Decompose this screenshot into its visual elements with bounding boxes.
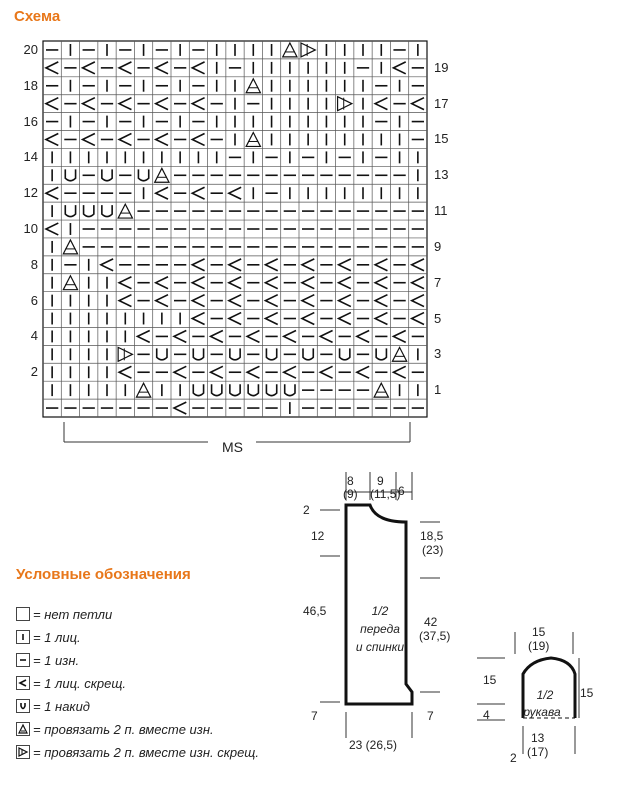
sleeve-dim-top: 15 [532,625,546,639]
row-number-right: 13 [434,167,449,183]
row-number-right: 3 [434,346,442,362]
body-dim-bottom: 23 (26,5) [349,738,398,752]
sleeve-label-2: рукава [523,705,561,719]
body-label-3: и спинки [355,640,405,654]
body-dim-left-1: 2 [303,503,310,517]
sleeve-dim-left-2: 4 [483,708,490,722]
body-dim-left-4: 7 [311,709,318,723]
row-number-right: 15 [434,131,449,147]
body-dim-right-2: 42 [424,615,438,629]
body-dim-right-2b: (37,5) [419,629,451,643]
row-number-right: 5 [434,310,442,326]
sleeve-dim-right: 15 [580,686,594,700]
knitting-chart-grid [42,40,428,418]
row-number-left: 16 [23,113,38,129]
row-number-right: 1 [434,382,442,398]
body-dim-top-1b: (9) [343,487,358,501]
body-dim-right-1b: (23) [422,543,444,557]
body-dim-top-2b: (11,5) [370,487,401,501]
body-dim-right-1: 18,5 [420,529,444,543]
body-dim-top-2: 9 [377,474,384,488]
body-dim-right-3: 7 [427,709,434,723]
legend-text: = провязать 2 п. вместе изн. скрещ. [33,744,259,760]
legend-text: = 1 лиц. скрещ. [33,675,127,691]
legend-text: = 1 накид [33,698,90,714]
row-number-left: 12 [23,185,38,201]
legend-item [16,698,90,714]
sleeve-dim-bottom-b: (17) [527,745,549,759]
legend-item [16,606,112,622]
row-number-left: 6 [30,292,38,308]
row-number-left: 10 [23,221,38,236]
sleeve-dim-bottom-left: 2 [510,751,517,765]
legend-symbol-empty-icon [16,607,30,621]
legend-symbol-yo-icon [16,699,30,713]
sleeve-dim-top-b: (19) [528,639,550,653]
row-number-right: 9 [434,238,442,254]
sleeve-dim-bottom: 13 [531,731,545,745]
row-number-left: 4 [30,328,38,344]
legend-title: Условные обозначения [16,566,191,583]
repeat-label: MS [222,439,243,455]
body-dim-top-1: 8 [347,474,354,488]
row-number-left: 14 [23,149,38,165]
legend-item [16,721,214,737]
legend-item [16,744,259,760]
legend-text: = провязать 2 п. вместе изн. [33,721,214,737]
legend-symbol-p2togtbl-icon [16,745,30,759]
body-dim-left-3: 46,5 [303,604,327,618]
body-label-1: 1/2 [371,604,389,618]
row-number-right: 17 [434,95,449,111]
row-number-left: 2 [30,364,38,380]
sleeve-label-1: 1/2 [536,688,554,702]
legend-text: = 1 изн. [33,652,80,668]
row-number-right: 19 [434,59,449,75]
legend-symbol-purl-icon [16,653,30,667]
legend-text: = 1 лиц. [33,629,81,645]
legend-item [16,652,79,668]
legend-item [16,675,126,691]
legend-symbol-k2tog-icon [16,676,30,690]
legend-text: = нет петли [33,606,113,622]
row-number-right: 11 [434,203,448,219]
legend-symbol-knit-icon [16,630,30,644]
row-number-left: 18 [23,77,38,93]
body-label-2: переда [360,622,400,636]
legend-item [16,629,81,645]
body-dim-top-3: 6 [398,484,405,498]
legend-symbol-p2tog-icon [16,722,30,736]
chart-title: Схема [14,8,61,25]
row-number-left: 20 [23,41,38,57]
body-dim-left-2: 12 [311,529,325,543]
sleeve-dim-left-1: 15 [483,673,497,687]
row-number-left: 8 [30,256,38,272]
row-number-right: 7 [434,274,442,290]
